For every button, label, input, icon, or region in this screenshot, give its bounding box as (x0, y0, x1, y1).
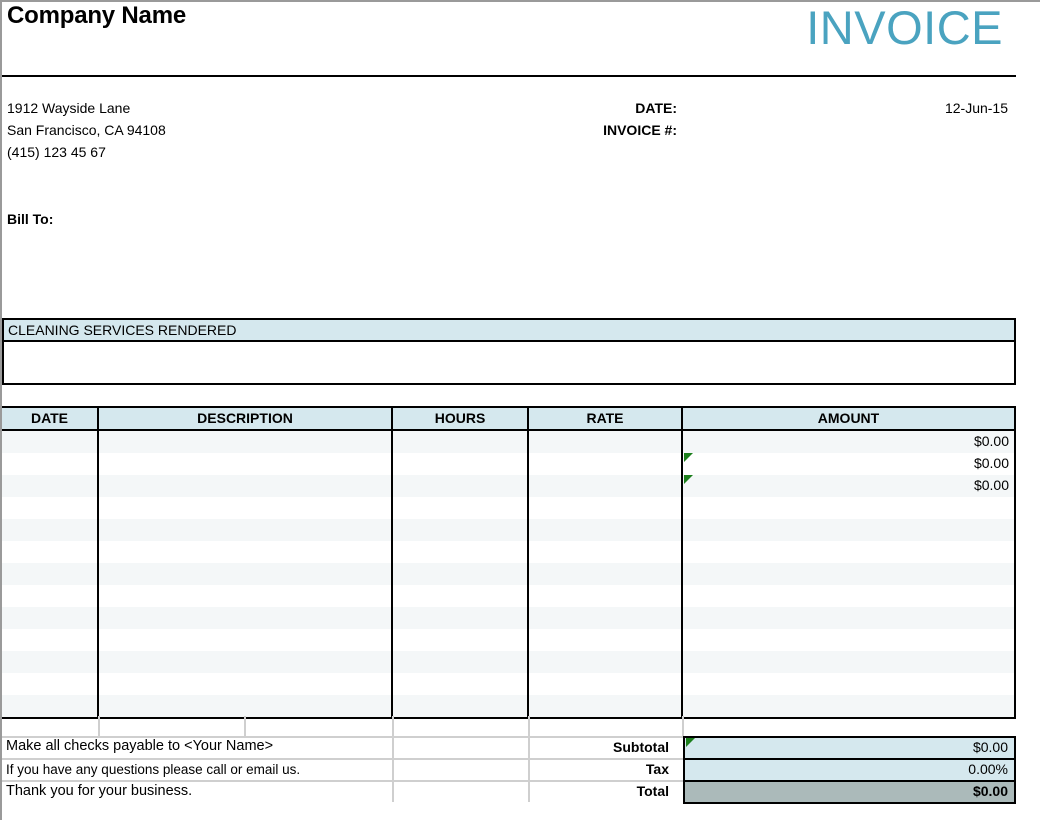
table-row (2, 497, 1014, 519)
cell-date[interactable] (2, 541, 99, 563)
cell-rate[interactable] (529, 695, 683, 717)
total-label: Total (636, 783, 669, 799)
payable-to-note[interactable]: Make all checks payable to <Your Name> (6, 738, 274, 754)
table-row (2, 629, 1014, 651)
column-header-description: DESCRIPTION (99, 408, 393, 429)
invoice-number-value[interactable] (708, 122, 1008, 140)
table-row (2, 541, 1014, 563)
cell-description[interactable] (99, 453, 393, 475)
cell-rate[interactable] (529, 673, 683, 695)
gridline (98, 716, 100, 737)
comment-indicator-icon[interactable] (684, 475, 693, 484)
gridline (2, 780, 683, 782)
cell-amount[interactable] (683, 629, 1014, 651)
cell-rate[interactable] (529, 651, 683, 673)
cell-hours[interactable] (393, 673, 529, 695)
cell-rate[interactable] (529, 431, 683, 453)
company-phone[interactable]: (415) 123 45 67 (7, 144, 106, 160)
cell-hours[interactable] (393, 541, 529, 563)
table-row (2, 695, 1014, 717)
cell-description[interactable] (99, 695, 393, 717)
cell-hours[interactable] (393, 651, 529, 673)
cell-date[interactable] (2, 453, 99, 475)
cell-rate[interactable] (529, 541, 683, 563)
table-row (2, 475, 1014, 497)
services-body[interactable] (4, 342, 1014, 383)
cell-hours[interactable] (393, 563, 529, 585)
table-row (2, 453, 1014, 475)
cell-description[interactable] (99, 541, 393, 563)
subtotal-label: Subtotal (613, 739, 669, 755)
company-city-state-zip[interactable]: San Francisco, CA 94108 (7, 122, 166, 138)
questions-note[interactable]: If you have any questions please call or email us. (6, 762, 301, 777)
cell-amount[interactable] (683, 541, 1014, 563)
cell-description[interactable] (99, 629, 393, 651)
invoice-number-label: INVOICE #: (603, 122, 677, 138)
cell-hours[interactable] (393, 585, 529, 607)
cell-hours[interactable] (393, 497, 529, 519)
cell-rate[interactable] (529, 563, 683, 585)
column-header-date: DATE (2, 408, 99, 429)
services-section (2, 318, 1016, 385)
cell-rate[interactable] (529, 519, 683, 541)
subtotal-amount: $0.00 (972, 739, 1008, 755)
cell-description[interactable] (99, 475, 393, 497)
tax-label: Tax (645, 761, 669, 777)
subtotal-value[interactable] (683, 736, 1016, 760)
gridline (2, 758, 683, 760)
cell-amount[interactable] (683, 497, 1014, 519)
cell-amount[interactable] (683, 673, 1014, 695)
cell-amount[interactable] (683, 607, 1014, 629)
total-value[interactable]: $0.00 (683, 780, 1016, 804)
invoice-title: INVOICE (806, 1, 1003, 54)
cell-description[interactable] (99, 519, 393, 541)
gridline (682, 716, 684, 737)
cell-date[interactable] (2, 585, 99, 607)
cell-description[interactable] (99, 431, 393, 453)
date-value[interactable]: 12-Jun-15 (944, 100, 1008, 116)
line-items-table (2, 406, 1016, 719)
cell-date[interactable] (2, 475, 99, 497)
cell-hours[interactable] (393, 431, 529, 453)
column-header-amount: AMOUNT (817, 410, 880, 426)
cell-hours[interactable] (393, 607, 529, 629)
cell-rate[interactable] (529, 497, 683, 519)
company-name[interactable]: Company Name (7, 2, 186, 29)
table-row (2, 651, 1014, 673)
thank-you-note[interactable]: Thank you for your business. (6, 783, 193, 799)
cell-description[interactable] (99, 607, 393, 629)
cell-date[interactable] (2, 651, 99, 673)
cell-date[interactable] (2, 431, 99, 453)
cell-description[interactable] (99, 673, 393, 695)
cell-amount[interactable] (683, 563, 1014, 585)
tax-value[interactable]: 0.00% (683, 758, 1016, 782)
cell-amount-value: $0.00 (973, 477, 1009, 493)
cell-rate[interactable] (529, 629, 683, 651)
cell-rate[interactable] (529, 453, 683, 475)
cell-amount[interactable] (683, 695, 1014, 717)
cell-hours[interactable] (393, 475, 529, 497)
cell-amount[interactable] (683, 453, 1014, 475)
cell-amount[interactable]: $0.00 (973, 433, 1009, 449)
company-street[interactable]: 1912 Wayside Lane (7, 100, 131, 116)
table-row (2, 563, 1014, 585)
services-heading: CLEANING SERVICES RENDERED (4, 320, 1014, 342)
column-header-hours: HOURS (393, 408, 529, 429)
cell-description[interactable] (99, 563, 393, 585)
comment-indicator-icon[interactable] (686, 738, 695, 747)
table-row (2, 431, 1014, 453)
cell-date[interactable] (2, 695, 99, 717)
cell-hours[interactable] (393, 695, 529, 717)
cell-hours[interactable] (393, 453, 529, 475)
cell-date[interactable] (2, 563, 99, 585)
cell-date[interactable] (2, 607, 99, 629)
table-row (2, 585, 1014, 607)
cell-date[interactable] (2, 519, 99, 541)
table-row (2, 607, 1014, 629)
column-header-rate: RATE (529, 408, 683, 429)
table-header (2, 408, 1014, 431)
table-row (2, 519, 1014, 541)
cell-hours[interactable] (393, 519, 529, 541)
cell-amount[interactable] (683, 519, 1014, 541)
bill-to-label: Bill To: (7, 211, 54, 227)
cell-date[interactable] (2, 497, 99, 519)
cell-description[interactable] (99, 585, 393, 607)
cell-date[interactable] (2, 629, 99, 651)
cell-date[interactable] (2, 673, 99, 695)
gridline (244, 716, 246, 737)
table-row (2, 673, 1014, 695)
comment-indicator-icon[interactable] (684, 453, 693, 462)
table-body (2, 431, 1014, 717)
cell-description[interactable] (99, 651, 393, 673)
cell-rate[interactable] (529, 475, 683, 497)
cell-amount[interactable] (683, 651, 1014, 673)
cell-rate[interactable] (529, 607, 683, 629)
cell-amount[interactable] (683, 585, 1014, 607)
cell-rate[interactable] (529, 585, 683, 607)
cell-amount-value: $0.00 (973, 455, 1009, 471)
cell-amount[interactable] (683, 475, 1014, 497)
cell-hours[interactable] (393, 629, 529, 651)
header-divider (2, 75, 1016, 77)
cell-description[interactable] (99, 497, 393, 519)
date-label: DATE: (635, 100, 677, 116)
